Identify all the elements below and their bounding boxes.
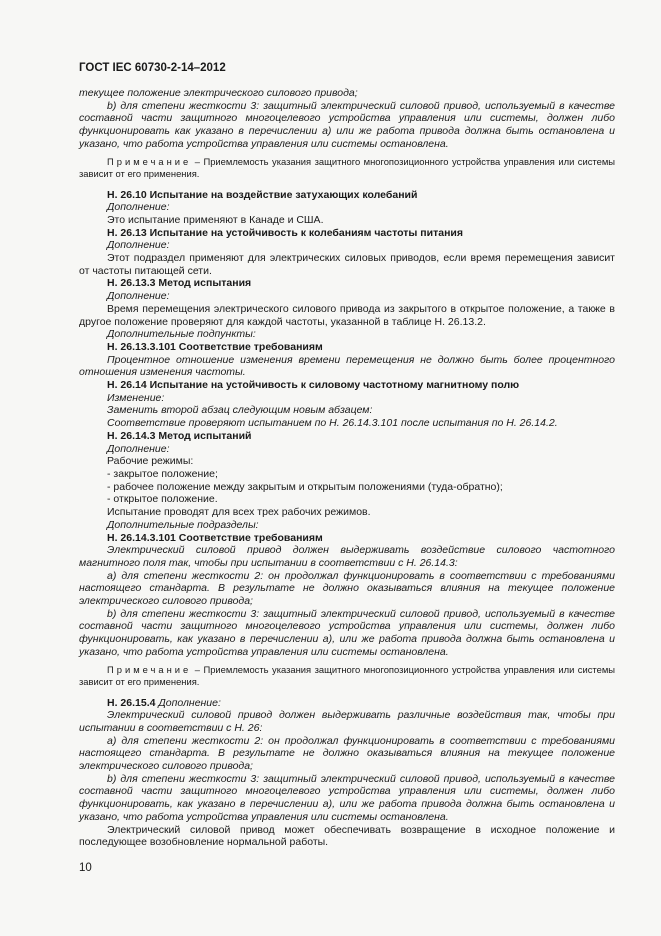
note-label: Примечание <box>107 663 192 675</box>
note-text: Приемлемость указания защитного многопозиционного устройства управления или системы зависит от его применения. <box>79 663 615 687</box>
note-dash: – <box>191 663 204 675</box>
paragraph: Дополнение: <box>158 696 221 709</box>
paragraph: b) для степени жесткости 3: защитный электрический силовой привод, используемый в качестве составной части защитного многоцелевого устройства управления или системы, должен либо функционировать, как указано в перечислении а), или же работа привода должна быть остановлена и указано, что работа устройства управления или системы остановлена. <box>79 607 615 658</box>
note <box>79 664 615 688</box>
section-heading-line <box>79 697 615 710</box>
section-heading: Н. 26.13.3 Метод испытания <box>107 277 252 290</box>
section-heading: Н. 26.14 Испытание на устойчивость к силовому частотному магнитному полю <box>107 379 520 392</box>
note <box>79 156 615 180</box>
paragraph: Изменение: <box>107 391 165 404</box>
paragraph: Процентное отношение изменения времени перемещения не должно быть более процентного отношения изменения частоты. <box>79 353 615 379</box>
paragraph: Рабочие режимы: <box>107 455 194 468</box>
section-heading: Н. 26.15.4 <box>107 696 156 709</box>
paragraph: b) для степени жесткости 3: защитный электрический силовой привод, используемый в качестве составной части защитного многоцелевого устройства управления или системы, должен либо функционировать, как указано в перечислении а), или же работа привода должна быть остановлена и указано, что работа устройства управления или системы остановлена. <box>79 772 615 823</box>
list-item: - рабочее положение между закрытым и открытым положениями (туда-обратно); <box>107 480 503 493</box>
paragraph: Дополнительные подразделы: <box>107 518 259 531</box>
paragraph: Дополнение: <box>107 442 170 455</box>
section-heading: Н. 26.14.3 Метод испытаний <box>107 429 252 442</box>
section-heading: Н. 26.13 Испытание на устойчивость к колебаниям частоты питания <box>107 226 463 239</box>
paragraph: Дополнение: <box>107 201 170 214</box>
note-text: Приемлемость указания защитного многопозиционного устройства управления или системы зависит от его применения. <box>79 155 615 179</box>
paragraph: текущее положение электрического силового привода; <box>79 87 358 99</box>
standard-header: ГОСТ IEC 60730-2-14–2012 <box>79 62 226 74</box>
list-item: - закрытое положение; <box>107 467 218 480</box>
paragraph: Этот подраздел применяют для электрических силовых приводов, если время перемещения зависит от частоты питающей сети. <box>79 252 615 277</box>
paragraph: Дополнение: <box>107 290 170 303</box>
section-heading: Н. 26.14.3.101 Соответствие требованиям <box>107 531 323 544</box>
paragraph: Время перемещения электрического силового привода из закрытого в открытое положение, а также в другое положение проверяют для каждой частоты, указанной в таблице Н. 26.13.2. <box>79 302 615 328</box>
section-heading: Н. 26.13.3.101 Соответствие требованиям <box>107 340 323 353</box>
list-item: - открытое положение. <box>107 493 218 506</box>
paragraph: Дополнение: <box>107 239 170 252</box>
section-heading: Н. 26.10 Испытание на воздействие затухающих колебаний <box>107 188 418 201</box>
paragraph: Дополнительные подпункты: <box>107 328 256 341</box>
paragraph: Это испытание применяют в Канаде и США. <box>107 213 324 226</box>
paragraph: b) для степени жесткости 3: защитный электрический силовой привод, используемый в качестве составной части защитного многоцелевого устройства управления или системы, должен либо функционировать как указано в перечислении а) или же работа привода должна быть остановлена и указано, что работа устройства управления или системы остановлена. <box>79 99 615 150</box>
paragraph: а) для степени жесткости 2: он продолжал функционировать в соответствии с требованиями настоящего стандарта. В результате не должно оказываться влияния на текущее положение электрического силового привода; <box>79 734 615 773</box>
paragraph: Испытание проводят для всех трех рабочих режимов. <box>107 506 371 519</box>
paragraph: Электрический силовой привод должен выдерживать различные воздействия так, чтобы при испытании в соответствии с Н. 26: <box>79 709 615 734</box>
paragraph: а) для степени жесткости 2: он продолжал функционировать в соответствии с требованиями настоящего стандарта. В результате не должно оказываться влияния на текущее положение электрического силового привода; <box>79 569 615 608</box>
page-number: 10 <box>79 862 92 874</box>
paragraph: Соответствие проверяют испытанием по Н. 26.14.3.101 после испытания по Н. 26.14.2. <box>107 417 558 430</box>
document-body <box>79 87 615 849</box>
note-label: Примечание <box>107 155 192 167</box>
paragraph: Электрический силовой привод должен выдерживать воздействие силового частотного магнитного поля так, чтобы при испытании в соответствии с Н. 26.14.3: <box>79 544 615 569</box>
paragraph: Электрический силовой привод может обеспечивать возвращение в исходное положение и последующее возобновление нормальной работы. <box>79 823 615 849</box>
note-dash: – <box>191 155 204 167</box>
paragraph: Заменить второй абзац следующим новым абзацем: <box>107 404 373 417</box>
